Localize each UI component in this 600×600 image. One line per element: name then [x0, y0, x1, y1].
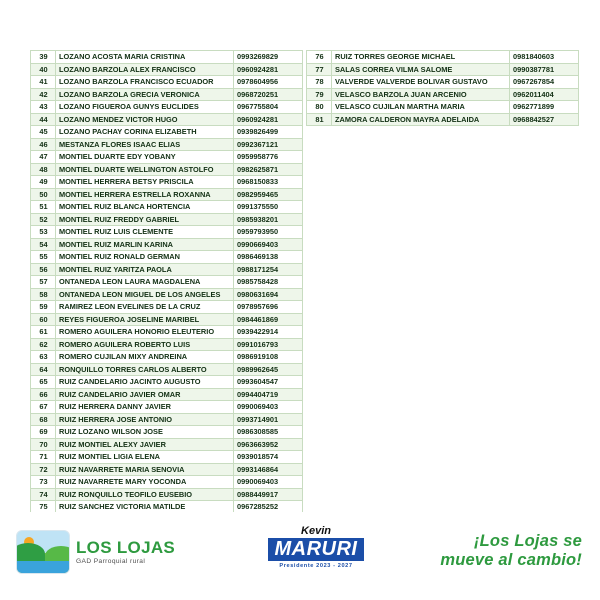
table-row	[31, 488, 303, 501]
campaign-slogan	[440, 532, 582, 570]
table-row	[31, 88, 303, 101]
row-person-name: REYES FIGUEROA JOSELINE MARIBEL	[56, 313, 234, 326]
row-number: 81	[307, 113, 332, 126]
table-row	[31, 388, 303, 401]
footer-banner	[0, 512, 600, 600]
table-row	[31, 126, 303, 139]
table-row	[31, 463, 303, 476]
slogan-line-2: mueve al cambio!	[440, 550, 582, 569]
row-person-name: RUIZ RONQUILLO TEOFILO EUSEBIO	[56, 488, 234, 501]
row-person-name: LOZANO PACHAY CORINA ELIZABETH	[56, 126, 234, 139]
row-person-name: VELASCO CUJILAN MARTHA MARIA	[332, 101, 510, 114]
roster-columns	[30, 50, 570, 514]
row-number: 65	[31, 376, 56, 389]
table-row	[307, 76, 579, 89]
row-person-name: SALAS CORREA VILMA SALOME	[332, 63, 510, 76]
row-person-name: RAMIREZ LEON EVELINES DE LA CRUZ	[56, 301, 234, 314]
row-number: 66	[31, 388, 56, 401]
roster-table-right	[306, 50, 579, 126]
row-number: 53	[31, 226, 56, 239]
table-row	[31, 351, 303, 364]
row-identification-number: 0959958776	[234, 151, 303, 164]
table-row	[31, 451, 303, 464]
row-number: 47	[31, 151, 56, 164]
row-identification-number: 0988171254	[234, 263, 303, 276]
row-number: 60	[31, 313, 56, 326]
logo-title: LOS LOJAS	[76, 538, 176, 557]
row-person-name: ONTANEDA LEON LAURA MAGDALENA	[56, 276, 234, 289]
row-person-name: MONTIEL DUARTE EDY YOBANY	[56, 151, 234, 164]
row-number: 63	[31, 351, 56, 364]
table-row	[31, 113, 303, 126]
table-row	[307, 88, 579, 101]
table-row	[31, 413, 303, 426]
row-identification-number: 0978604956	[234, 76, 303, 89]
row-identification-number: 0990387781	[510, 63, 579, 76]
row-identification-number: 0939018574	[234, 451, 303, 464]
row-person-name: MONTIEL RUIZ RONALD GERMAN	[56, 251, 234, 264]
row-identification-number: 0967267854	[510, 76, 579, 89]
row-identification-number: 0980631694	[234, 288, 303, 301]
row-number: 74	[31, 488, 56, 501]
row-number: 52	[31, 213, 56, 226]
landscape-logo-icon	[16, 530, 70, 574]
row-number: 44	[31, 113, 56, 126]
row-identification-number: 0962771899	[510, 101, 579, 114]
table-row	[31, 301, 303, 314]
row-identification-number: 0990669403	[234, 238, 303, 251]
row-identification-number: 0939422914	[234, 326, 303, 339]
row-number: 43	[31, 101, 56, 114]
row-person-name: LOZANO BARZOLA GRECIA VERONICA	[56, 88, 234, 101]
row-number: 50	[31, 188, 56, 201]
row-number: 55	[31, 251, 56, 264]
table-row	[31, 288, 303, 301]
row-number: 64	[31, 363, 56, 376]
slogan-line-1: ¡Los Lojas se	[473, 532, 582, 550]
table-row	[31, 326, 303, 339]
row-identification-number: 0993269829	[234, 51, 303, 64]
row-identification-number: 0962011404	[510, 88, 579, 101]
row-identification-number: 0993604547	[234, 376, 303, 389]
row-identification-number: 0989962645	[234, 363, 303, 376]
row-person-name: RUIZ CANDELARIO JACINTO AUGUSTO	[56, 376, 234, 389]
row-person-name: MONTIEL RUIZ FREDDY GABRIEL	[56, 213, 234, 226]
row-identification-number: 0967755804	[234, 101, 303, 114]
row-number: 62	[31, 338, 56, 351]
row-identification-number: 0968842527	[510, 113, 579, 126]
roster-column-right	[306, 50, 570, 514]
row-person-name: VALVERDE VALVERDE BOLIVAR GUSTAVO	[332, 76, 510, 89]
row-identification-number: 0978957696	[234, 301, 303, 314]
table-row	[31, 76, 303, 89]
row-identification-number: 0981840603	[510, 51, 579, 64]
row-identification-number: 0959793950	[234, 226, 303, 239]
row-number: 59	[31, 301, 56, 314]
row-person-name: MONTIEL DUARTE WELLINGTON ASTOLFO	[56, 163, 234, 176]
row-number: 45	[31, 126, 56, 139]
row-person-name: MONTIEL RUIZ BLANCA HORTENCIA	[56, 201, 234, 214]
table-row	[307, 113, 579, 126]
table-row	[31, 476, 303, 489]
table-row	[31, 426, 303, 439]
row-identification-number: 0939826499	[234, 126, 303, 139]
row-person-name: MONTIEL RUIZ YARITZA PAOLA	[56, 263, 234, 276]
row-person-name: RONQUILLO TORRES CARLOS ALBERTO	[56, 363, 234, 376]
row-person-name: LOZANO ACOSTA MARIA CRISTINA	[56, 51, 234, 64]
row-identification-number: 0993146864	[234, 463, 303, 476]
row-person-name: RUIZ MONTIEL ALEXY JAVIER	[56, 438, 234, 451]
row-number: 40	[31, 63, 56, 76]
table-row	[31, 276, 303, 289]
row-identification-number: 0986308585	[234, 426, 303, 439]
row-number: 42	[31, 88, 56, 101]
row-person-name: MONTIEL HERRERA BETSY PRISCILA	[56, 176, 234, 189]
table-row	[31, 201, 303, 214]
row-number: 56	[31, 263, 56, 276]
row-identification-number: 0993714901	[234, 413, 303, 426]
row-person-name: MONTIEL RUIZ LUIS CLEMENTE	[56, 226, 234, 239]
row-person-name: RUIZ TORRES GEORGE MICHAEL	[332, 51, 510, 64]
roster-table-left	[30, 50, 303, 514]
row-person-name: LOZANO BARZOLA ALEX FRANCISCO	[56, 63, 234, 76]
row-number: 68	[31, 413, 56, 426]
table-row	[31, 238, 303, 251]
row-number: 79	[307, 88, 332, 101]
table-row	[307, 101, 579, 114]
table-row	[31, 151, 303, 164]
roster-column-left	[30, 50, 294, 514]
row-person-name: RUIZ LOZANO WILSON JOSE	[56, 426, 234, 439]
table-row	[31, 313, 303, 326]
row-number: 72	[31, 463, 56, 476]
row-number: 73	[31, 476, 56, 489]
row-number: 71	[31, 451, 56, 464]
row-identification-number: 0984461869	[234, 313, 303, 326]
table-row	[31, 188, 303, 201]
row-person-name: ONTANEDA LEON MIGUEL DE LOS ANGELES	[56, 288, 234, 301]
row-number: 49	[31, 176, 56, 189]
row-number: 51	[31, 201, 56, 214]
table-row	[307, 51, 579, 64]
table-row	[31, 63, 303, 76]
row-person-name: RUIZ CANDELARIO JAVIER OMAR	[56, 388, 234, 401]
row-identification-number: 0982625871	[234, 163, 303, 176]
row-identification-number: 0990069403	[234, 401, 303, 414]
row-identification-number: 0992367121	[234, 138, 303, 151]
row-identification-number: 0988449917	[234, 488, 303, 501]
row-identification-number: 0960924281	[234, 63, 303, 76]
table-row	[31, 213, 303, 226]
row-number: 80	[307, 101, 332, 114]
candidate-first-name: Kevin	[301, 525, 331, 537]
table-row	[31, 401, 303, 414]
candidate-role: Presidente 2023 - 2027	[279, 563, 353, 569]
table-row	[31, 251, 303, 264]
row-person-name: VELASCO BARZOLA JUAN ARCENIO	[332, 88, 510, 101]
organization-logo	[16, 530, 175, 574]
row-number: 58	[31, 288, 56, 301]
table-row	[31, 263, 303, 276]
row-identification-number: 0960924281	[234, 113, 303, 126]
row-identification-number: 0968150833	[234, 176, 303, 189]
row-person-name: RUIZ SANCHEZ VICTORIA MATILDE	[56, 501, 234, 514]
row-person-name: MONTIEL HERRERA ESTRELLA ROXANNA	[56, 188, 234, 201]
row-person-name: LOZANO FIGUEROA GUNYS EUCLIDES	[56, 101, 234, 114]
table-row	[31, 363, 303, 376]
row-identification-number: 0967285252	[234, 501, 303, 514]
table-row	[31, 101, 303, 114]
row-number: 54	[31, 238, 56, 251]
table-row	[307, 63, 579, 76]
row-number: 39	[31, 51, 56, 64]
row-number: 41	[31, 76, 56, 89]
row-person-name: RUIZ HERRERA JOSE ANTONIO	[56, 413, 234, 426]
row-person-name: ROMERO AGUILERA ROBERTO LUIS	[56, 338, 234, 351]
table-row	[31, 176, 303, 189]
row-number: 61	[31, 326, 56, 339]
row-person-name: RUIZ MONTIEL LIGIA ELENA	[56, 451, 234, 464]
row-identification-number: 0968720251	[234, 88, 303, 101]
table-row	[31, 438, 303, 451]
row-identification-number: 0986919108	[234, 351, 303, 364]
row-identification-number: 0994404719	[234, 388, 303, 401]
row-person-name: MONTIEL RUIZ MARLIN KARINA	[56, 238, 234, 251]
table-row	[31, 338, 303, 351]
row-number: 67	[31, 401, 56, 414]
row-identification-number: 0990069403	[234, 476, 303, 489]
row-number: 76	[307, 51, 332, 64]
row-number: 75	[31, 501, 56, 514]
row-identification-number: 0991375550	[234, 201, 303, 214]
row-person-name: RUIZ NAVARRETE MARIA SENOVIA	[56, 463, 234, 476]
logo-subtitle: GAD Parroquial rural	[76, 558, 146, 565]
row-number: 57	[31, 276, 56, 289]
candidate-last-name: MARURI	[268, 538, 364, 561]
table-row	[31, 226, 303, 239]
row-number: 78	[307, 76, 332, 89]
table-row	[31, 51, 303, 64]
row-person-name: LOZANO BARZOLA FRANCISCO ECUADOR	[56, 76, 234, 89]
table-row	[31, 138, 303, 151]
row-number: 46	[31, 138, 56, 151]
row-person-name: ROMERO CUJILAN MIXY ANDREINA	[56, 351, 234, 364]
row-identification-number: 0991016793	[234, 338, 303, 351]
row-number: 69	[31, 426, 56, 439]
row-identification-number: 0982959465	[234, 188, 303, 201]
row-number: 48	[31, 163, 56, 176]
row-person-name: MESTANZA FLORES ISAAC ELIAS	[56, 138, 234, 151]
row-identification-number: 0985938201	[234, 213, 303, 226]
table-row	[31, 376, 303, 389]
row-person-name: RUIZ NAVARRETE MARY YOCONDA	[56, 476, 234, 489]
row-person-name: RUIZ HERRERA DANNY JAVIER	[56, 401, 234, 414]
row-identification-number: 0985758428	[234, 276, 303, 289]
table-row	[31, 163, 303, 176]
row-number: 70	[31, 438, 56, 451]
row-person-name: LOZANO MENDEZ VICTOR HUGO	[56, 113, 234, 126]
candidate-block	[268, 526, 364, 569]
row-person-name: ZAMORA CALDERON MAYRA ADELAIDA	[332, 113, 510, 126]
row-identification-number: 0986469138	[234, 251, 303, 264]
row-person-name: ROMERO AGUILERA HONORIO ELEUTERIO	[56, 326, 234, 339]
row-number: 77	[307, 63, 332, 76]
row-identification-number: 0963663952	[234, 438, 303, 451]
